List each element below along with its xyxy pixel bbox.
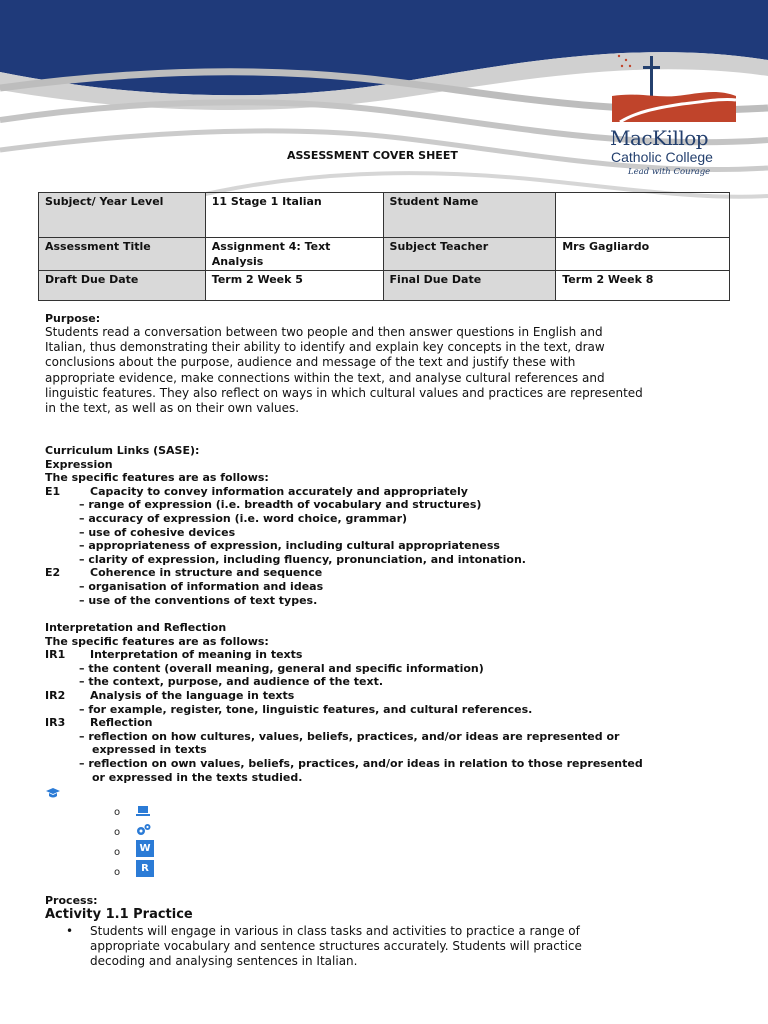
criterion-title: Coherence in structure and sequence xyxy=(90,566,323,580)
criterion-title: Reflection xyxy=(90,716,153,730)
curriculum-heading: Curriculum Links (SASE): xyxy=(45,444,200,457)
criterion-ir1 xyxy=(45,648,745,662)
cover-info-table xyxy=(38,192,730,301)
graduation-cap-icon[interactable] xyxy=(45,786,61,800)
laptop-icon[interactable] xyxy=(136,804,150,818)
criterion-e2 xyxy=(45,566,745,580)
criterion-e1 xyxy=(45,485,745,499)
list-bullet: o xyxy=(114,827,121,838)
list-bullet: o xyxy=(114,807,121,818)
cross-landscape-icon xyxy=(606,52,746,128)
list-item: – range of expression (i.e. breadth of vocabulary and structures) xyxy=(79,498,482,512)
criterion-code: IR3 xyxy=(45,716,66,730)
table-row xyxy=(39,238,730,271)
list-item: – accuracy of expression (i.e. word choice, grammar) xyxy=(79,511,408,525)
r-document-icon[interactable]: R xyxy=(136,860,154,877)
criterion-ir2 xyxy=(45,689,745,703)
logo-subname: Catholic College xyxy=(611,149,713,165)
student-name-field[interactable] xyxy=(556,193,730,238)
draft-due-label: Draft Due Date xyxy=(39,271,206,301)
subject-teacher-value: Mrs Gagliardo xyxy=(556,238,730,271)
curriculum-section xyxy=(45,444,745,607)
features-intro: The specific features are as follows: xyxy=(45,634,269,648)
activity-title: Activity 1.1 Practice xyxy=(45,907,193,922)
draft-due-value: Term 2 Week 5 xyxy=(205,271,383,301)
list-bullet: • xyxy=(66,924,74,938)
list-item: – the content (overall meaning, general and specific information) xyxy=(79,661,484,675)
gears-icon[interactable] xyxy=(136,823,152,837)
subject-year-label: Subject/ Year Level xyxy=(39,193,206,238)
list-item: – reflection on own values, beliefs, practices, and/or ideas in relation to those represented xyxy=(79,756,643,770)
subject-teacher-label: Subject Teacher xyxy=(383,238,556,271)
criterion-code: E1 xyxy=(45,484,61,498)
subject-year-value: 11 Stage 1 Italian xyxy=(205,193,383,238)
interpretation-section xyxy=(45,621,745,784)
interpretation-heading: Interpretation and Reflection xyxy=(45,621,227,634)
list-item: – use of cohesive devices xyxy=(79,525,236,539)
list-item: – clarity of expression, including fluency, pronunciation, and intonation. xyxy=(79,552,526,566)
criterion-title: Interpretation of meaning in texts xyxy=(90,648,303,662)
assessment-title-label: Assessment Title xyxy=(39,238,206,271)
criterion-ir3 xyxy=(45,716,745,730)
page-title: ASSESSMENT COVER SHEET xyxy=(287,149,458,162)
criterion-title: Analysis of the language in texts xyxy=(90,688,295,702)
list-item: – appropriateness of expression, including cultural appropriateness xyxy=(79,539,500,553)
list-bullet: o xyxy=(114,847,121,858)
logo-motto: Lead with Courage xyxy=(628,167,711,177)
word-document-icon[interactable]: W xyxy=(136,840,154,857)
list-item: – for example, register, tone, linguistic features, and cultural references. xyxy=(79,702,533,716)
process-heading: Process: xyxy=(45,894,98,907)
features-intro: The specific features are as follows: xyxy=(45,471,269,485)
criterion-code: IR1 xyxy=(45,648,66,662)
criterion-title: Capacity to convey information accurately and appropriately xyxy=(90,484,468,498)
purpose-heading: Purpose: xyxy=(45,312,101,325)
activity-text: Students will engage in various in class tasks and activities to practice a range of appropriate vocabulary and sentence structures accurately. Students will practice decoding and analysing sentences in Italian. xyxy=(90,924,582,969)
list-bullet: o xyxy=(114,867,121,878)
final-due-label: Final Due Date xyxy=(383,271,556,301)
final-due-value: Term 2 Week 8 xyxy=(556,271,730,301)
logo-name: MacKillop xyxy=(610,126,709,150)
list-item-continuation: expressed in texts xyxy=(92,743,207,757)
student-name-label: Student Name xyxy=(383,193,556,238)
list-item: – organisation of information and ideas xyxy=(79,579,324,593)
list-item-continuation: or expressed in the texts studied. xyxy=(92,770,303,784)
expression-heading: Expression xyxy=(45,457,113,471)
criterion-code: IR2 xyxy=(45,688,66,702)
list-item: – reflection on how cultures, values, beliefs, practices, and/or ideas are represented or xyxy=(79,729,620,743)
table-row xyxy=(39,193,730,238)
list-item: – the context, purpose, and audience of the text. xyxy=(79,675,384,689)
purpose-text: Students read a conversation between two people and then answer questions in English and Italian, thus demonstrating their ability to identify and explain key concepts in the text, draw conclusions about the purpose, audience and message of the text and justify these with appropriate evidence, make connections within the text, and analyse cultural references and linguistic features. They also reflect on ways in which cultural values and practices are represented in the text, as well as on their own values. xyxy=(45,325,643,416)
assessment-title-value: Assignment 4: Text Analysis xyxy=(205,238,383,271)
college-logo xyxy=(606,52,746,182)
list-item: – use of the conventions of text types. xyxy=(79,593,318,607)
table-row xyxy=(39,271,730,301)
criterion-code: E2 xyxy=(45,566,61,580)
